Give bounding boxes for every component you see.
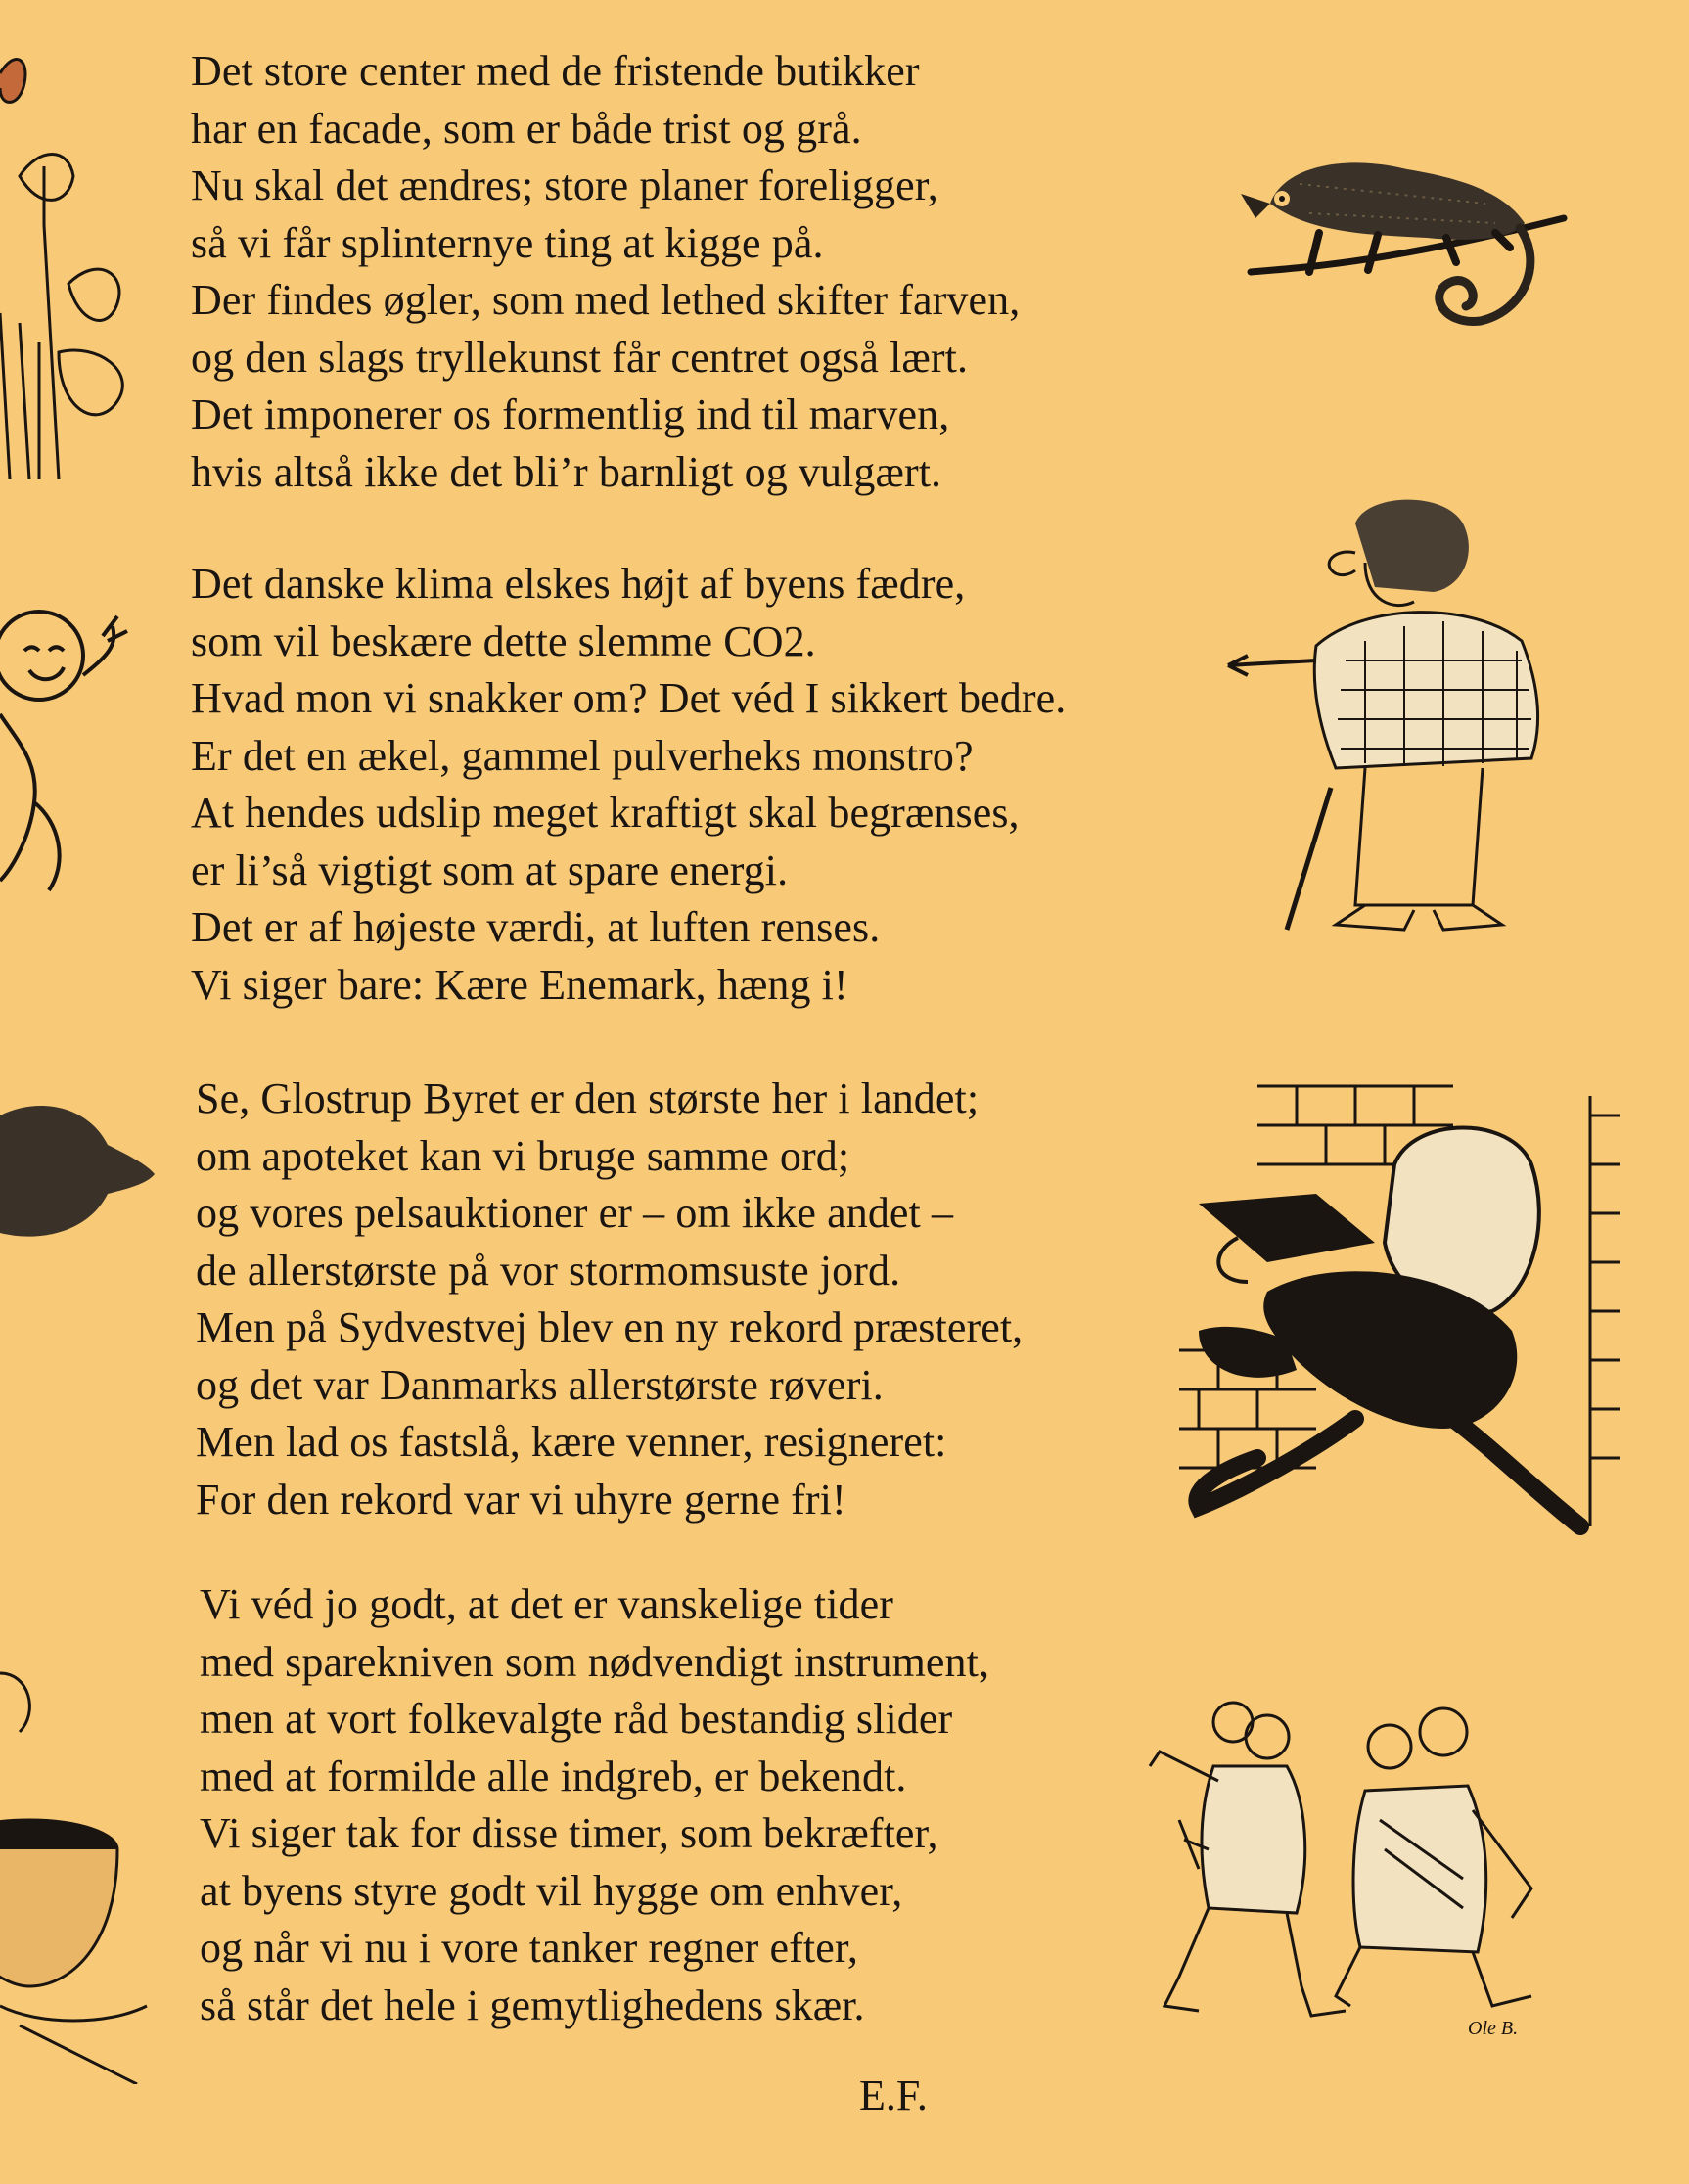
artist-signature: Ole B.: [1468, 2018, 1519, 2039]
poem-line: og det var Danmarks allerstørste røveri.: [196, 1360, 884, 1409]
stanza-2: [191, 556, 1066, 1014]
poem-line: Der findes øgler, som med lethed skifter farven,: [191, 276, 1021, 324]
author-signature: E.F.: [859, 2071, 928, 2119]
coffee-cup-illustration: [0, 1654, 152, 2084]
poem-line: Vi siger bare: Kære Enemark, hæng i!: [191, 960, 848, 1009]
poem-line: hvis altså ikke det bli’r barnligt og vulgært.: [191, 447, 942, 496]
poem-line: At hendes udslip meget kraftigt skal begrænses,: [191, 789, 1020, 837]
poem-line: og når vi nu i vore tanker regner efter,: [200, 1924, 858, 1972]
poem-line: Nu skal det ændres; store planer foreligger,: [191, 161, 938, 209]
poem-line: Men på Sydvestvej blev en ny rekord præsteret,: [196, 1303, 1024, 1351]
poem-line: at byens styre godt vil hygge om enhver,: [200, 1866, 903, 1915]
robber-illustration: [1140, 1076, 1639, 1546]
poem-line: Vi véd jo godt, at det er vanskelige tider: [200, 1580, 894, 1628]
chameleon-illustration: [1231, 125, 1583, 360]
flower-illustration: [0, 29, 147, 479]
animal-illustration: [0, 1096, 157, 1252]
poem-line: men at vort folkevalgte råd bestandig slider: [200, 1695, 953, 1743]
poem-line: og den slags tryllekunst får centret også lært.: [191, 333, 969, 382]
poem-line: så står det hele i gemytlighedens skær.: [200, 1980, 865, 2029]
poem-line: som vil beskære dette slemme CO2.: [191, 616, 816, 665]
poem-line: så vi får splinternye ting at kigge på.: [191, 218, 824, 267]
stanza-3: [196, 1070, 1023, 1528]
poem-line: og vores pelsauktioner er – om ikke andet –: [196, 1189, 954, 1237]
poem-line: de allerstørste på vor stormomsuste jord.: [196, 1246, 901, 1295]
poem-line: med sparekniven som nødvendigt instrument,: [200, 1637, 990, 1686]
dancing-couples-illustration: [1140, 1693, 1590, 2045]
poem-line: med at formilde alle indgreb, er bekendt.: [200, 1752, 907, 1800]
poem-line: Se, Glostrup Byret er den største her i landet;: [196, 1074, 980, 1122]
witch-illustration: [1218, 494, 1620, 944]
poem-line: For den rekord var vi uhyre gerne fri!: [196, 1475, 846, 1524]
poem-line: Vi siger tak for disse timer, som bekræfter,: [200, 1809, 938, 1857]
cherub-illustration: [0, 607, 171, 900]
poem-line: Er det en ækel, gammel pulverheks monstro?: [191, 731, 974, 780]
poem-line: er li’så vigtigt som at spare energi.: [191, 845, 789, 894]
poem-line: Det imponerer os formentlig ind til marven,: [191, 390, 950, 438]
poem-line: Men lad os fastslå, kære venner, resigneret:: [196, 1418, 947, 1466]
poem-line: Hvad mon vi snakker om? Det véd I sikkert bedre.: [191, 674, 1067, 722]
poem-line: Det danske klima elskes højt af byens fædre,: [191, 560, 966, 608]
stanza-1: [191, 43, 1020, 501]
poem-line: om apoteket kan vi bruge samme ord;: [196, 1131, 850, 1180]
stanza-4: [200, 1576, 989, 2034]
poem-line: Det er af højeste værdi, at luften renses.: [191, 903, 881, 951]
poem-line: har en facade, som er både trist og grå.: [191, 104, 862, 153]
poem-line: Det store center med de fristende butikker: [191, 47, 920, 95]
